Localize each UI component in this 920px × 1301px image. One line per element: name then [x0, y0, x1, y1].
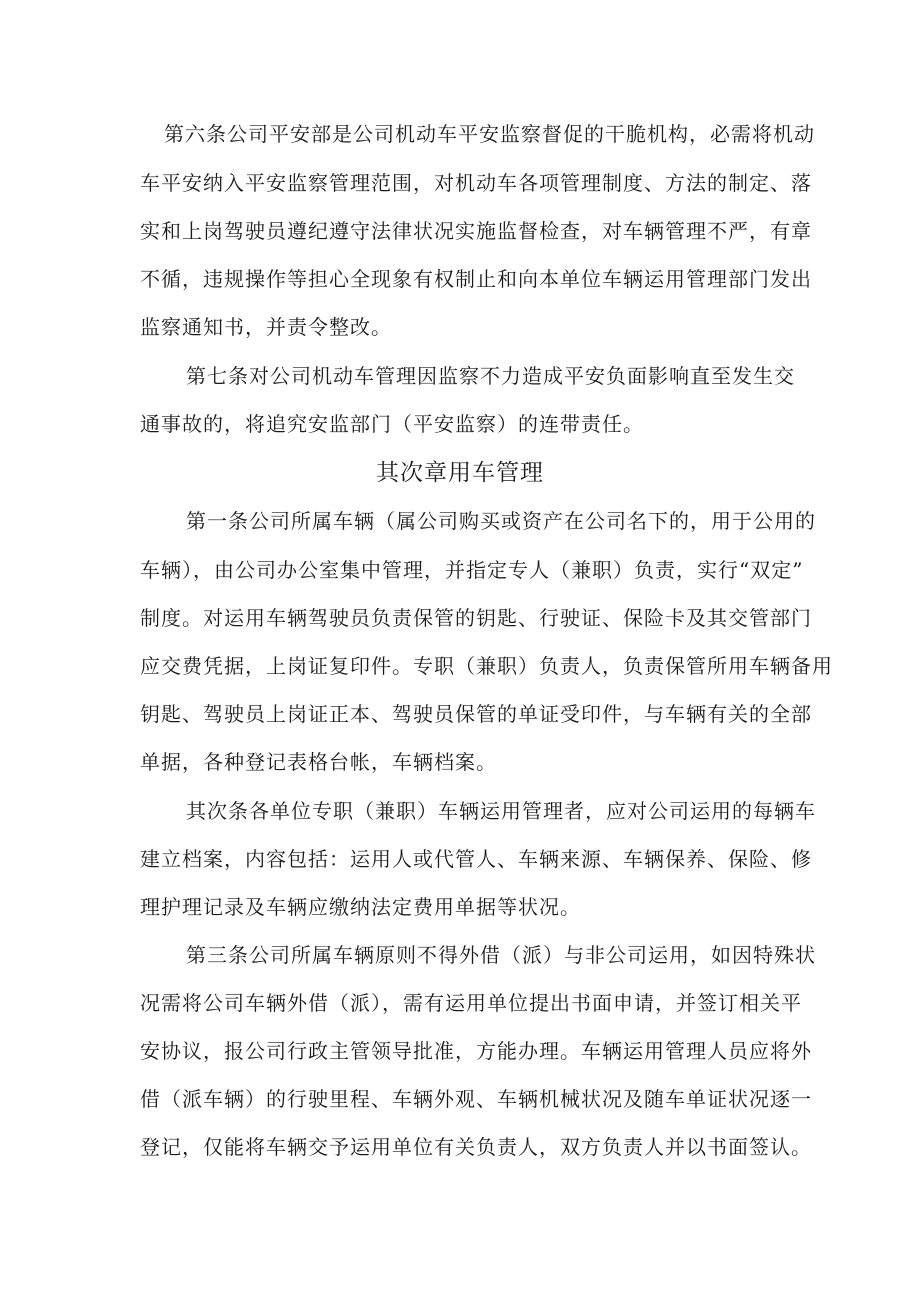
chapter2-article-2-line-3: 理护理记录及车辆应缴纳法定费用单据等状况。 — [140, 895, 581, 919]
article-6-line-3: 实和上岗驾驶员遵纪遵守法律状况实施监督检查，对车辆管理不严，有章 — [140, 219, 812, 243]
chapter2-article-1-line-4: 应交费凭据，上岗证复印件。专职（兼职）负责人，负责保管所用车辆备用 — [140, 654, 833, 678]
chapter-heading: 其次章用车管理 — [376, 460, 544, 486]
chapter2-article-1-line-5: 钥匙、驾驶员上岗证正本、驾驶员保管的单证受印件，与车辆有关的全部 — [140, 702, 812, 726]
article-6-line-4: 不循，违规操作等担心全现象有权制止和向本单位车辆运用管理部门发出 — [140, 267, 812, 291]
article-7-line-1: 第七条对公司机动车管理因监察不力造成平安负面影响直至发生交 — [186, 364, 795, 388]
chapter2-article-3-line-2: 况需将公司车辆外借（派），需有运用单位提出书面申请，并签订相关平 — [140, 991, 802, 1015]
chapter2-article-1-line-3: 制度。对运用车辆驾驶员负责保管的钥匙、行驶证、保险卡及其交管部门 — [140, 606, 812, 630]
chapter2-article-3-line-1: 第三条公司所属车辆原则不得外借（派）与非公司运用，如因特殊状 — [186, 943, 816, 967]
chapter2-article-3-line-3: 安协议，报公司行政主管领导批准，方能办理。车辆运用管理人员应将外 — [140, 1039, 812, 1063]
chapter2-article-2-line-2: 建立档案，内容包括：运用人或代管人、车辆来源、车辆保养、保险、修 — [140, 847, 812, 871]
article-7-line-2: 通事故的，将追究安监部门（平安监察）的连带责任。 — [140, 412, 644, 436]
chapter2-article-1-line-1: 第一条公司所属车辆（属公司购买或资产在公司名下的，用于公用的 — [186, 509, 816, 533]
chapter2-article-3-line-4: 借（派车辆）的行驶里程、车辆外观、车辆机械状况及随车单证状况逐一 — [140, 1087, 812, 1111]
chapter2-article-1-line-2: 车辆），由公司办公室集中管理，并指定专人（兼职）负责，实行“双定” — [140, 558, 804, 582]
chapter2-article-2-line-1: 其次条各单位专职（兼职）车辆运用管理者，应对公司运用的每辆车 — [186, 799, 816, 823]
chapter2-article-1-line-6: 单据，各种登记表格台帐，车辆档案。 — [140, 750, 497, 774]
article-6-line-1: 第六条公司平安部是公司机动车平安监察督促的干脆机构，必需将机动 — [164, 122, 815, 146]
article-6-line-2: 车平安纳入平安监察管理范围，对机动车各项管理制度、方法的制定、落 — [140, 171, 812, 195]
chapter2-article-3-line-5: 登记，仅能将车辆交予运用单位有关负责人，双方负责人并以书面签认。 — [140, 1135, 812, 1159]
article-6-line-5: 监察通知书，并责令整改。 — [140, 315, 392, 339]
